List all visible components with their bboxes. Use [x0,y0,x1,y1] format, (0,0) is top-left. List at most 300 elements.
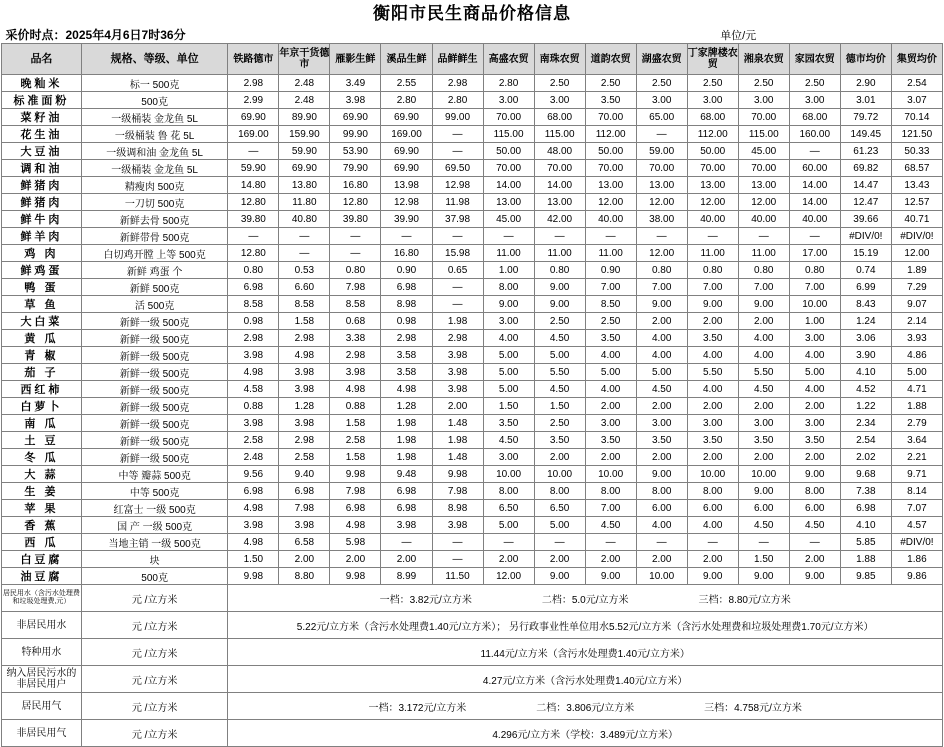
price-cell: 2.98 [228,330,279,347]
price-cell: 6.00 [687,500,738,517]
table-row [2,347,943,364]
price-cell: 4.00 [636,330,687,347]
table-row [2,415,943,432]
price-cell: 8.58 [279,296,330,313]
price-cell: 3.98 [432,347,483,364]
price-cell: 2.00 [585,551,636,568]
price-cell: 0.80 [789,262,840,279]
price-cell: 4.00 [687,517,738,534]
product-spec: 标一 500克 [81,75,227,92]
table-row [2,126,943,143]
price-cell: 3.00 [483,313,534,330]
product-name: 香 蕉 [2,517,82,534]
price-cell: 3.98 [279,415,330,432]
price-cell: 4.86 [891,347,942,364]
price-cell: 9.00 [585,568,636,585]
price-cell: 3.98 [432,517,483,534]
price-cell: — [279,228,330,245]
price-cell: 0.90 [585,262,636,279]
product-spec: 新鲜一级 500克 [81,364,227,381]
price-cell: 2.00 [636,313,687,330]
price-cell: 2.00 [636,551,687,568]
price-cell: 70.00 [534,160,585,177]
price-cell: 70.00 [483,109,534,126]
price-cell: — [330,245,381,262]
price-cell: 8.99 [381,568,432,585]
price-cell: 3.01 [840,92,891,109]
price-cell: 121.50 [891,126,942,143]
product-name: 土 豆 [2,432,82,449]
price-cell: 9.00 [738,296,789,313]
price-cell: 1.58 [330,449,381,466]
price-cell: 6.60 [279,279,330,296]
price-cell: 45.00 [483,211,534,228]
price-cell: 48.00 [534,143,585,160]
price-cell: 40.80 [279,211,330,228]
price-cell: 149.45 [840,126,891,143]
price-cell: 2.02 [840,449,891,466]
price-cell: — [789,143,840,160]
price-cell: 4.10 [840,517,891,534]
table-row [2,534,943,551]
price-cell: 10.00 [789,296,840,313]
price-cell: 13.00 [687,177,738,194]
table-row [2,483,943,500]
price-cell: 1.58 [279,313,330,330]
price-cell: 2.00 [483,551,534,568]
price-cell: 4.98 [228,534,279,551]
product-spec: 中等 瓣蒜 500克 [81,466,227,483]
column-header-14: 德市均价 [840,44,891,75]
product-name: 鲜鸡蛋 [2,262,82,279]
price-cell: 11.00 [483,245,534,262]
table-row [2,262,943,279]
price-cell: 13.80 [279,177,330,194]
price-cell: 4.00 [738,330,789,347]
price-cell: 1.98 [432,313,483,330]
price-cell: 1.48 [432,449,483,466]
price-cell: 1.00 [483,262,534,279]
price-cell: 14.47 [840,177,891,194]
table-row [2,364,943,381]
price-cell: 9.98 [432,466,483,483]
utility-row [2,585,943,612]
utility-unit: 元 /立方米 [81,666,227,693]
price-cell: 6.98 [381,500,432,517]
price-cell: 2.50 [534,75,585,92]
price-cell: 9.00 [534,568,585,585]
price-cell: 9.86 [891,568,942,585]
price-cell: 39.66 [840,211,891,228]
price-cell: 40.00 [687,211,738,228]
utility-unit: 元 /立方米 [81,639,227,666]
price-cell: 1.24 [840,313,891,330]
table-row [2,75,943,92]
product-spec: 500克 [81,568,227,585]
price-cell: 37.98 [432,211,483,228]
price-cell: 3.07 [891,92,942,109]
price-cell: 2.00 [789,449,840,466]
price-cell: — [432,143,483,160]
product-spec: 新鲜一级 500克 [81,347,227,364]
price-cell: 5.00 [789,364,840,381]
column-header-row [2,44,943,75]
price-cell: 70.00 [483,160,534,177]
product-spec: 500克 [81,92,227,109]
price-cell: 4.98 [228,500,279,517]
price-cell: 50.00 [585,143,636,160]
utility-name: 纳入居民污水的非居民用户 [2,666,82,693]
product-name: 冬 瓜 [2,449,82,466]
utility-name: 居民用气 [2,693,82,720]
utility-value [228,612,943,639]
price-cell: 8.14 [891,483,942,500]
product-name: 草 鱼 [2,296,82,313]
price-cell: 3.93 [891,330,942,347]
price-cell: 115.00 [738,126,789,143]
price-cell: 5.00 [483,364,534,381]
price-cell: — [432,279,483,296]
price-cell: — [534,228,585,245]
price-cell: 169.00 [381,126,432,143]
price-cell: 3.00 [789,92,840,109]
utility-unit: 元 /立方米 [81,585,227,612]
price-cell: 2.98 [279,330,330,347]
utility-name: 居民用水（含污水处理费和垃圾处理费,元） [2,585,82,612]
product-name: 白豆腐 [2,551,82,568]
column-header-13: 家园农贸 [789,44,840,75]
price-cell: 4.98 [279,347,330,364]
price-cell: 9.68 [840,466,891,483]
price-cell: 4.52 [840,381,891,398]
price-cell: 7.98 [432,483,483,500]
utility-row [2,639,943,666]
price-cell: 11.50 [432,568,483,585]
price-cell: — [636,228,687,245]
price-cell: 3.00 [534,92,585,109]
price-cell: 13.98 [381,177,432,194]
price-cell: 6.00 [789,500,840,517]
column-header-11: 丁家牌楼农贸 [687,44,738,75]
product-spec: 块 [81,551,227,568]
column-header-6: 品鲜鲜生 [432,44,483,75]
utility-unit: 元 /立方米 [81,612,227,639]
price-cell: 2.00 [687,398,738,415]
price-cell: 2.00 [738,449,789,466]
price-cell: 6.98 [330,500,381,517]
price-cell: 0.80 [228,262,279,279]
product-name: 花生油 [2,126,82,143]
price-cell: 0.80 [636,262,687,279]
product-name: 标准面粉 [2,92,82,109]
price-cell: 5.00 [534,347,585,364]
product-spec: 白切鸡开膛 上等 500克 [81,245,227,262]
product-spec: 一刀切 500克 [81,194,227,211]
price-cell: 2.98 [381,330,432,347]
price-cell: 6.99 [840,279,891,296]
price-cell: 2.50 [636,75,687,92]
price-cell: 3.49 [330,75,381,92]
price-cell: 160.00 [789,126,840,143]
price-cell: 2.48 [279,92,330,109]
column-header-9: 道韵农贸 [585,44,636,75]
product-name: 油豆腐 [2,568,82,585]
price-cell: 9.00 [534,279,585,296]
price-cell: — [738,228,789,245]
price-cell: 1.98 [381,415,432,432]
table-row [2,551,943,568]
price-cell: — [432,534,483,551]
price-cell: 9.00 [687,568,738,585]
price-cell: 3.00 [636,415,687,432]
utility-segment: 三档：8.80元/立方米 [698,594,791,606]
price-cell: 2.98 [330,347,381,364]
utility-segment: 4.27元/立方米（含污水处理费1.40元/立方米） [482,675,688,687]
price-cell: 69.50 [432,160,483,177]
price-cell: 3.00 [687,415,738,432]
price-cell: — [636,534,687,551]
price-cell: 14.80 [228,177,279,194]
product-name: 鸭 蛋 [2,279,82,296]
price-cell: 7.00 [636,279,687,296]
price-cell: 69.90 [381,109,432,126]
price-cell: 50.00 [687,143,738,160]
table-row [2,568,943,585]
price-cell: 1.22 [840,398,891,415]
price-cell: 2.50 [738,75,789,92]
price-cell: 3.98 [432,364,483,381]
price-cell: 9.00 [789,466,840,483]
price-cell: 12.98 [381,194,432,211]
price-cell: 3.50 [483,415,534,432]
price-cell: 8.58 [330,296,381,313]
price-cell: 2.00 [585,449,636,466]
price-cell: 14.00 [534,177,585,194]
price-cell: 3.00 [483,449,534,466]
table-row [2,143,943,160]
table-row [2,432,943,449]
product-spec: 一级调和油 金龙鱼 5L [81,143,227,160]
price-cell: 6.00 [738,500,789,517]
price-cell: 59.90 [228,160,279,177]
price-cell: 68.00 [534,109,585,126]
utility-row [2,612,943,639]
price-cell: 2.98 [432,75,483,92]
price-cell: 3.98 [330,364,381,381]
price-cell: 2.00 [330,551,381,568]
table-row [2,381,943,398]
price-cell: 7.38 [840,483,891,500]
price-cell: 4.98 [330,381,381,398]
price-cell: 2.48 [228,449,279,466]
price-cell: 2.54 [840,432,891,449]
price-cell: 0.90 [381,262,432,279]
price-cell: 2.58 [330,432,381,449]
product-name: 大白菜 [2,313,82,330]
product-name: 苹 果 [2,500,82,517]
price-cell: 115.00 [483,126,534,143]
price-cell: 53.90 [330,143,381,160]
table-row [2,109,943,126]
price-cell: 7.98 [330,279,381,296]
price-cell: 12.00 [636,245,687,262]
price-cell: 99.90 [330,126,381,143]
product-name: 鲜羊肉 [2,228,82,245]
price-cell: 4.00 [789,381,840,398]
table-row [2,313,943,330]
product-spec: 国 产 一级 500克 [81,517,227,534]
price-cell: 13.00 [534,194,585,211]
utility-segment: 11.44元/立方米（含污水处理费1.40元/立方米） [480,648,690,660]
price-cell: 1.48 [432,415,483,432]
price-cell: 60.00 [789,160,840,177]
price-cell: 69.90 [279,160,330,177]
price-cell: 0.74 [840,262,891,279]
price-cell: 4.00 [636,347,687,364]
table-row [2,160,943,177]
price-cell: 7.98 [330,483,381,500]
timestamp-row [2,26,943,44]
price-cell: 8.00 [483,483,534,500]
price-cell: 14.00 [789,194,840,211]
price-cell: 2.50 [789,75,840,92]
price-cell: 2.79 [891,415,942,432]
price-cell: 50.33 [891,143,942,160]
price-cell: 9.40 [279,466,330,483]
price-cell: 0.68 [330,313,381,330]
price-cell: 11.00 [534,245,585,262]
price-cell: 50.00 [483,143,534,160]
price-cell: 1.88 [891,398,942,415]
price-cell: 3.50 [687,432,738,449]
price-cell: 9.00 [636,296,687,313]
price-cell: 4.00 [789,347,840,364]
price-cell: 10.00 [585,466,636,483]
price-cell: #DIV/0! [840,228,891,245]
price-cell: — [432,228,483,245]
price-cell: 2.50 [534,313,585,330]
price-cell: 3.98 [228,347,279,364]
utility-value [228,693,943,720]
utility-row [2,720,943,747]
price-cell: 3.64 [891,432,942,449]
price-cell: 9.00 [483,296,534,313]
price-cell: 3.98 [279,364,330,381]
price-cell: — [687,228,738,245]
product-name: 大豆油 [2,143,82,160]
price-cell: 2.00 [432,398,483,415]
price-cell: — [228,228,279,245]
table-row [2,194,943,211]
price-cell: 4.58 [228,381,279,398]
product-name: 晚籼米 [2,75,82,92]
product-spec: 新鲜带骨 500克 [81,228,227,245]
price-cell: 5.00 [585,364,636,381]
price-cell: 2.98 [432,330,483,347]
price-cell: — [279,245,330,262]
price-cell: 0.65 [432,262,483,279]
product-spec: 中等 500克 [81,483,227,500]
price-cell: 2.00 [279,551,330,568]
utility-segment: 二档：5.0元/立方米 [541,594,629,606]
column-header-0: 品名 [2,44,82,75]
price-cell: 4.50 [534,330,585,347]
price-cell: 69.82 [840,160,891,177]
price-cell: 3.90 [840,347,891,364]
price-cell: 10.00 [534,466,585,483]
price-cell: 0.80 [330,262,381,279]
price-cell: 2.90 [840,75,891,92]
price-cell: 12.00 [636,194,687,211]
price-cell: 2.50 [687,75,738,92]
price-cell: 3.50 [585,92,636,109]
price-cell: 1.50 [534,398,585,415]
price-cell: 5.50 [534,364,585,381]
column-header-4: 雁影生鲜 [330,44,381,75]
product-spec: 红富士 一级 500克 [81,500,227,517]
price-cell: 38.00 [636,211,687,228]
price-cell: 9.85 [840,568,891,585]
price-cell: 3.98 [228,517,279,534]
price-cell: 4.50 [789,517,840,534]
price-cell: — [738,534,789,551]
price-cell: 2.00 [789,551,840,568]
price-cell: 1.98 [432,432,483,449]
price-cell: 2.50 [585,75,636,92]
product-spec: 新鲜去骨 500克 [81,211,227,228]
price-cell: 1.88 [840,551,891,568]
price-table [1,26,943,747]
price-cell: 6.50 [483,500,534,517]
price-cell: 5.50 [738,364,789,381]
price-cell: 99.00 [432,109,483,126]
price-cell: 3.50 [585,330,636,347]
price-cell: 12.47 [840,194,891,211]
price-cell: 2.00 [687,313,738,330]
price-cell: — [432,551,483,568]
price-cell: 12.57 [891,194,942,211]
price-cell: 2.58 [279,449,330,466]
table-row [2,398,943,415]
price-cell: — [483,534,534,551]
price-cell: 3.98 [381,517,432,534]
product-spec: 当地主销 一级 500克 [81,534,227,551]
price-cell: 69.90 [330,109,381,126]
price-cell: 4.50 [636,381,687,398]
price-cell: 4.98 [228,364,279,381]
product-name: 鲜猪肉 [2,194,82,211]
price-cell: — [534,534,585,551]
price-cell: 3.00 [483,92,534,109]
price-cell: 6.98 [840,500,891,517]
price-cell: 70.14 [891,109,942,126]
price-cell: 8.00 [585,483,636,500]
price-cell: 2.34 [840,415,891,432]
price-cell: 1.86 [891,551,942,568]
price-cell: 11.00 [585,245,636,262]
price-cell: 4.71 [891,381,942,398]
price-cell: 16.80 [381,245,432,262]
price-cell: 3.50 [738,432,789,449]
price-cell: 1.50 [483,398,534,415]
price-cell: 3.00 [789,330,840,347]
utility-value [228,639,943,666]
price-cell: — [585,534,636,551]
price-cell: 6.98 [228,279,279,296]
utility-unit: 元 /立方米 [81,693,227,720]
price-cell: 3.98 [279,381,330,398]
utility-unit: 元 /立方米 [81,720,227,747]
